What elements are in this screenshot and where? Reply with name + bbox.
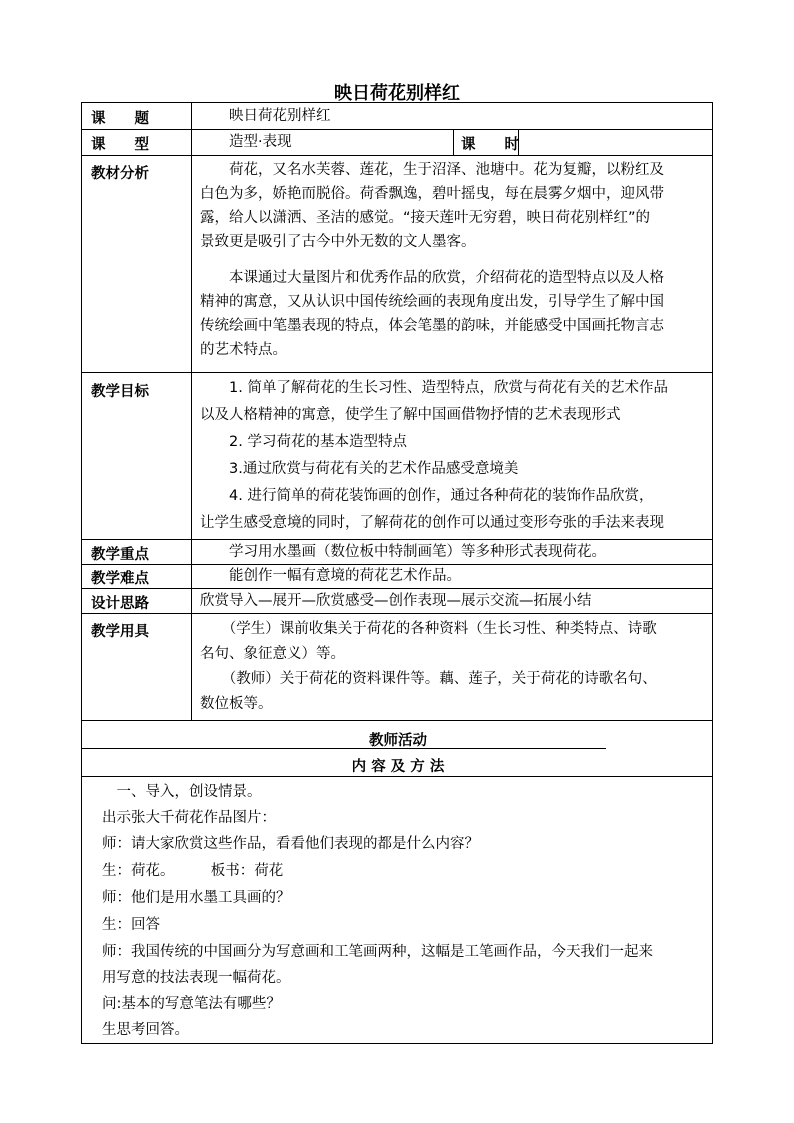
row-divider — [82, 720, 712, 721]
column-divider — [191, 103, 192, 720]
row-divider — [82, 155, 712, 156]
tools-label: 教学用具 — [91, 623, 149, 640]
body-line: 生：回答 — [102, 917, 160, 933]
objective-item: 4. 进行简单的荷花装饰画的创作，通过各种荷花的装饰作品欣赏， — [200, 488, 654, 504]
analysis-paragraph-2 — [200, 266, 708, 362]
topic-label: 课 题 — [91, 110, 149, 127]
text-line: 数位板等。 — [200, 696, 273, 712]
text-line: 传统绘画中笔墨表现的特点，体会笔墨的韵味，并能感受中国画托物言志 — [200, 318, 664, 334]
body-line: 师：他们是用水墨工具画的？ — [102, 890, 291, 906]
objectives-label: 教学目标 — [91, 383, 149, 400]
topic-value: 映日荷花别样红 — [229, 108, 331, 124]
text-line: 精神的寓意，又从认识中国传统绘画的表现角度出发，引导学生了解中国 — [200, 294, 664, 310]
body-line: 用写意的技法表现一幅荷花。 — [102, 970, 291, 986]
text-line: 名句、象征意义）等。 — [200, 646, 345, 662]
text-line: （学生）课前收集关于荷花的各种资料（生长习性、种类特点、诗歌 — [200, 621, 657, 637]
lesson-plan-table — [81, 102, 713, 1044]
objective-item: 让学生感受意境的同时，了解荷花的创作可以通过变形夸张的手法来表现 — [200, 515, 664, 531]
teacher-activity-heading: 教师活动 — [369, 732, 427, 749]
difficulties-value: 能创作一幅有意境的荷花艺术作品。 — [200, 568, 461, 584]
tools-list — [200, 617, 708, 717]
text-line: 景致更是吸引了古今中外无数的文人墨客。 — [200, 234, 476, 250]
text-line: 本课通过大量图片和优秀作品的欣赏，介绍荷花的造型特点以及人格 — [200, 270, 664, 286]
objective-item: 3.通过欣赏与荷花有关的艺术作品感受意境美 — [200, 461, 519, 477]
hours-label: 课 时 — [461, 136, 519, 153]
row-divider — [82, 776, 712, 777]
key-points-value: 学习用水墨画（数位板中特制画笔）等多种形式表现荷花。 — [200, 544, 606, 560]
key-points-label: 教学重点 — [91, 546, 149, 563]
body-line: 师：请大家欣赏这些作品，看看他们表现的都是什么内容？ — [102, 836, 479, 852]
text-line: 白色为多，娇艳而脱俗。荷香飘逸，碧叶摇曳，每在晨雾夕烟中，迎风带 — [200, 186, 664, 202]
objective-item: 1. 简单了解荷花的生长习性、造型特点，欣赏与荷花有关的艺术作品 — [200, 380, 668, 396]
analysis-label: 教材分析 — [91, 165, 149, 182]
body-line: 师：我国传统的中国画分为写意画和工笔画两种，这幅是工笔画作品，今天我们一起来 — [102, 944, 653, 960]
objective-item: 2. 学习荷花的基本造型特点 — [200, 434, 407, 450]
analysis-paragraph-1 — [200, 158, 708, 254]
objectives-list — [200, 375, 708, 537]
design-value: 欣赏导入—展开—欣赏感受—创作表现—展示交流—拓展小结 — [200, 593, 592, 609]
body-line: 生思考回答。 — [102, 1022, 189, 1038]
text-line: 荷花，又名水芙蓉、莲花，生于沼泽、池塘中。花为复瓣，以粉红及 — [200, 162, 664, 178]
body-line: 出示张大千荷花作品图片： — [102, 810, 276, 826]
body-line: 生：荷花。 板书：荷花 — [102, 863, 284, 879]
type-value: 造型·表现 — [229, 134, 292, 150]
text-line: （教师）关于荷花的资料课件等。藕、莲子，关于荷花的诗歌名句、 — [200, 671, 657, 687]
difficulties-label: 教学难点 — [91, 570, 149, 587]
row-divider — [82, 613, 712, 614]
text-line: 露，给人以潇洒、圣洁的感觉。“接天莲叶无穷碧，映日荷花别样红”的 — [200, 210, 651, 226]
body-line: 一、导入，创设情景。 — [102, 784, 262, 800]
row-divider — [82, 129, 712, 130]
page-title: 映日荷花别样红 — [334, 83, 460, 104]
row-divider — [82, 372, 712, 373]
design-label: 设计思路 — [91, 595, 149, 612]
text-line: 的艺术特点。 — [200, 342, 287, 358]
column-divider — [453, 129, 454, 155]
content-method-heading: 内 容 及 方 法 — [351, 758, 445, 775]
body-line: 问:基本的写意笔法有哪些？ — [102, 996, 281, 1012]
type-label: 课 型 — [91, 136, 149, 153]
objective-item: 以及人格精神的寓意，使学生了解中国画借物抒情的艺术表现形式 — [200, 407, 621, 423]
